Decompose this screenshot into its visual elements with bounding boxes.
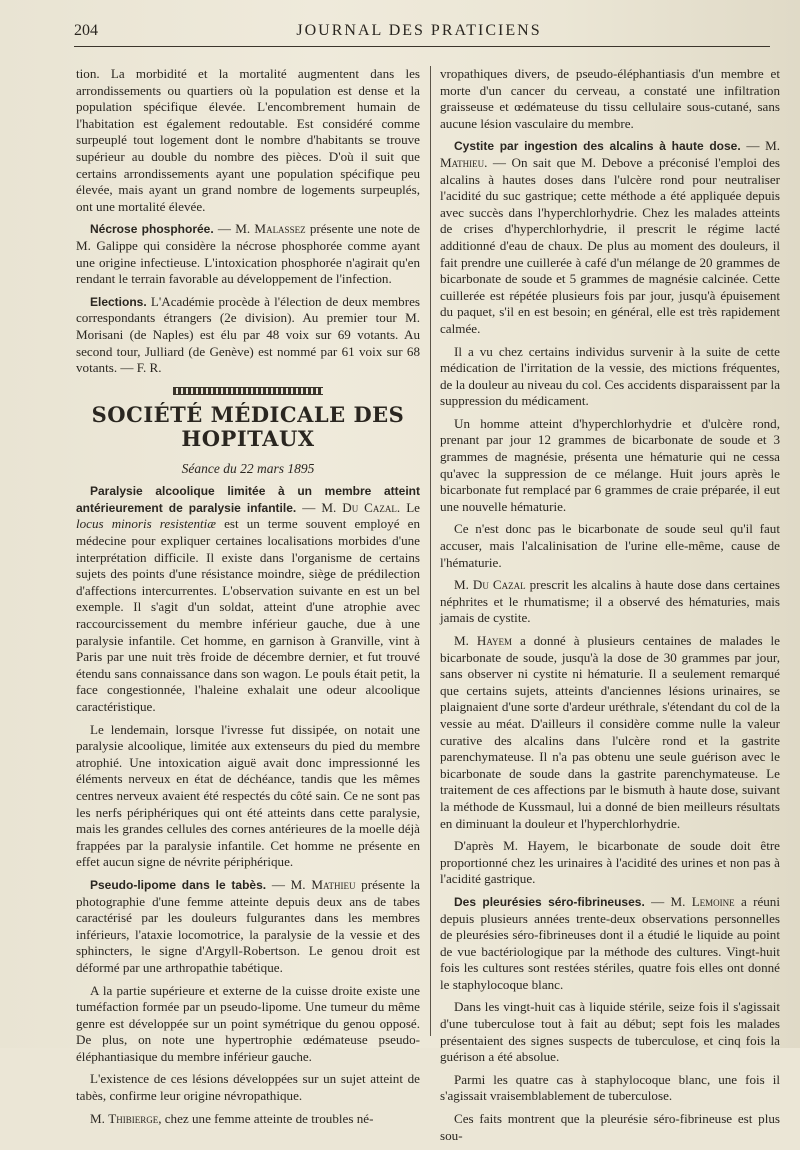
- session-date: Séance du 22 mars 1895: [181, 460, 315, 476]
- text: présente une note de M. Galippe qui considère la nécrose phosphorée comme ayant une origine infectieuse. L'intoxication phosphorée n'agirait qu'en rendant le terrain favorable au développement de l'infection.: [76, 221, 420, 287]
- paragraph: Ce n'est donc pas le bicarbonate de soude seul qu'il faut accuser, mais l'alcalinisation de l'urine elle-même, cause de l'hématurie.: [440, 521, 780, 570]
- paragraph: L'existence de ces lésions développées sur un sujet atteint de tabès, confirme leur origine névropathique.: [76, 1071, 420, 1104]
- subheading: Paralysie alcoolique limitée à un membre atteint antérieurement de paralysie infantile.: [76, 484, 420, 515]
- author-name: Thibierge: [108, 1110, 159, 1126]
- paragraph-pleuresies: [440, 894, 780, 994]
- subheading: Cystite par ingestion des alcalins à haute dose.: [454, 139, 741, 154]
- text: . — On sait que M. Debove a préconisé l'emploi des alcalins à hautes doses dans l'ulcère rond pour neutraliser l'acidité du suc gastrique; cette méthode a été appliquée depuis avec succès dans l'hyperchlorhydrie. Chez les malades atteints de crises d'hyperchlorhydrie, il prescrit le régime lacté additionné d'eau de chaux. De plus au moment des douleurs, il fait prendre une cuillerée à café d'un mélange de 20 grammes de bicarbonate de soude et 5 grammes de magnésie calcinée. Cette cuillerée est répétée plusieurs fois par jour, jusqu'à épuisement du paquet, s'il en est besoin; en général, elle est très rapidement calmée.: [440, 154, 780, 336]
- paragraph: vropathiques divers, de pseudo-éléphantiasis d'un membre et morte d'un cancer du cerveau, a constaté une infiltration graisseuse et œdémateuse du tissu cellulaire sous-cutané, sans aucune lésion vasculaire du membre.: [440, 66, 780, 131]
- paragraph-thibierge: [76, 1111, 420, 1128]
- paragraph-du-cazal: [440, 577, 780, 627]
- text: , chez une femme atteinte de troubles né-: [158, 1110, 374, 1126]
- paragraph: Ces faits montrent que la pleurésie séro-fibrineuse est plus sou-: [440, 1111, 780, 1143]
- paragraph: A la partie supérieure et externe de la cuisse droite existe une tuméfaction formée par un pseudo-lipome. Une tumeur du même genre est développée sur un point symétrique du genou opposé. De plus, on note une hypertrophie œdémateuse pseudo-éléphantiasique du membre inférieur gauche.: [76, 982, 420, 1064]
- text: . Le: [396, 499, 420, 515]
- paragraph-pseudo-lipome: [76, 877, 420, 977]
- subheading: Elections.: [90, 294, 147, 309]
- text: — M.: [740, 138, 780, 154]
- paragraph-paralysie: [76, 483, 420, 715]
- author-name: Du Cazal: [472, 577, 526, 593]
- paragraph: Dans les vingt-huit cas à liquide stérile, seize fois il s'agissait d'une tuberculose tout à fait au début; sept fois les malades présentaient des signes suspects de tuberculose, et cinq fois la guérison a été absolue.: [440, 999, 780, 1065]
- author-name: Lemoine: [691, 893, 735, 909]
- text: M.: [454, 633, 477, 648]
- paragraph: Il a vu chez certains individus survenir à la suite de cette médication de l'irritation de la vessie, des mictions fréquentes, de la douleur au niveau du col. Ces accidents disparaissent par la suppression du médicament.: [440, 343, 780, 409]
- text: a donné à plusieurs centaines de malades le bicarbonate de soude, jusqu'à la dose de 30 grammes par jour, sans observer ni cystite ni hématurie. Il a seulement remarqué que certains sujets, atteints d'anciennes lésions urinaires, se plaignaient d'une sorte d'ardeur uréthrale, s'étendant du col de la vessie au méat. D'ailleurs il considère comme nulle la valeur curative des alcalins dans l'ulcère rond et la gastrite parenchymateuse. Il n'a pas obtenu une seule guérison avec le bicarbonate de soude dans la gastrite parenchymateuse. Le traitement de ces affections par le bismuth à haute dose, suivant la méthode de Kussmaul, lui a donné de bien meilleurs résultats en diminuant la douleur et l'hyperchlorhydrie.: [440, 633, 780, 831]
- paragraph-necrose: [76, 221, 420, 287]
- running-header: [74, 22, 764, 44]
- subheading: Nécrose phosphorée.: [90, 222, 214, 237]
- author-name: Mathieu: [440, 154, 485, 170]
- paragraph-elections: [76, 294, 420, 377]
- text: est un terme souvent employé en médecine pour expliquer certaines localisations morbides d'une interprétation difficile. Il existe dans l'organisme de certains sujets des points d'une résistance moindre, siège de prédilection d'affections intercurrentes. L'observation suivante en est un bel exemple. Il s'agit d'un soldat, atteint d'une atrophie avec raccourcissement du membre inférieur gauche, due à une paralysie infantile. Cet homme, en garnison à Granville, vint à Paris par une nuit très froide de décembre dernier, et fut trouvé étendu sans connaissance dans son wagon. Le pouls était petit, la face congestionnée, l'haleine exhalait une odeur alcoolique caractéristique.: [76, 516, 420, 714]
- paragraph: Le lendemain, lorsque l'ivresse fut dissipée, on notait une paralysie alcoolique, limitée aux extenseurs du pied du membre atrophié. Une intoxication aiguë avait donc impressionné les éléments nerveux en état de déchéance, tandis que les mêmes centres nerveux avaient été respectés du côté sain. Ce ne sont pas les nerfs périphériques qui ont été atteints dans cette paralysie, mais les grandes cellules des cornes antérieures de la moelle déjà frappées par la paralysie infantile. Cet homme ne présente en effet aucun signe de névrite périphérique.: [76, 721, 420, 870]
- author-name: Mathieu: [311, 876, 356, 892]
- ornamental-rule: [173, 387, 323, 395]
- paragraph-hayem: [440, 633, 780, 832]
- text: — M.: [266, 876, 312, 892]
- header-rule: [74, 46, 770, 47]
- text: — M.: [296, 499, 343, 515]
- text: a réuni depuis plusieurs années trente-deux observations personnelles de pleurésies séro-fibrineuses dont il a étudié le liquide au point de vue bactériologique par la méthode des cultures. Vingt-huit fois les cultures sont restées stériles, quatre fois elles ont donné le staphylocoque blanc.: [440, 893, 780, 992]
- text: M.: [90, 1110, 109, 1126]
- author-name: Du Cazal: [342, 499, 397, 515]
- text: prescrit les alcalins à haute dose dans certaines néphrites et le rhumatisme; il a observé des hématuries, mais jamais de cystite.: [440, 577, 780, 626]
- paragraph-cystite: [440, 138, 780, 337]
- text: — M.: [213, 221, 255, 237]
- author-name: Hayem: [476, 633, 513, 648]
- column-divider: [430, 66, 431, 1036]
- right-column: [440, 66, 780, 1150]
- paragraph: D'après M. Hayem, le bicarbonate de soude doit être proportionné chez les urinaires à l'acidité des urines et non pas à l'acidité gastrique.: [440, 838, 780, 887]
- subheading: Pseudo-lipome dans le tabès.: [90, 877, 267, 892]
- left-column: [76, 66, 420, 1133]
- latin-term: locus minoris resistentiæ: [76, 516, 217, 532]
- paragraph: Un homme atteint d'hyperchlorhydrie et d'ulcère rond, prenant par jour 12 grammes de bicarbonate de soude et 3 grammes de magnésie, présenta une hématurie qui ne cessa qu'avec la suppression de ce mélange. Huit jours après le bicarbonate fut remplacé par 6 grammes de craie préparée, il eut une nouvelle hématurie.: [440, 415, 780, 514]
- text: — M.: [644, 893, 692, 909]
- text: M.: [454, 577, 473, 593]
- section-title: SOCIÉTÉ MÉDICALE DES HOPITAUX: [91, 401, 405, 451]
- paragraph: Parmi les quatre cas à staphylocoque blanc, une fois il s'agissait vraisemblablement de tuberculose.: [440, 1071, 780, 1104]
- text: L'Académie procède à l'élection de deux membres correspondants étrangers (2e division). Au premier tour M. Morisani (de Naples) est élu par 48 voix sur 69 votants. Au second tour, Julliard (de Genève) est nommé par 61 voix sur 68 votants. — F. R.: [76, 293, 420, 376]
- subheading: Des pleurésies séro-fibrineuses.: [454, 894, 645, 909]
- author-name: Malassez: [254, 221, 306, 237]
- paragraph: tion. La morbidité et la mortalité augmentent dans les arrondissements ou quartiers où la population est dense et la population spécifique élevée. L'encombrement humain de l'habitation est également redoutable. Est considéré comme surpeuplé tout logement dont le nombre d'habitants se trouve supérieur au double du nombre des pièces. D'où il suit que certains arrondissements ayant une population spécifique peu élevée, mais ayant un grand nombre de logements surpeuplés, ont une mortalité élevée.: [76, 66, 420, 214]
- journal-title: JOURNAL DES PRATICIENS: [296, 22, 542, 39]
- page-number: 204: [74, 22, 98, 39]
- text: présente la photographie d'une femme atteinte depuis deux ans de tabes caractérisé par les douleurs fulgurantes dans les membres inférieurs, l'ataxie locomotrice, la paralysie de la vessie et des sphincters, le signe d'Argyll-Robertson. Le genou droit est déformé par une arthropathie tabétique.: [76, 876, 420, 975]
